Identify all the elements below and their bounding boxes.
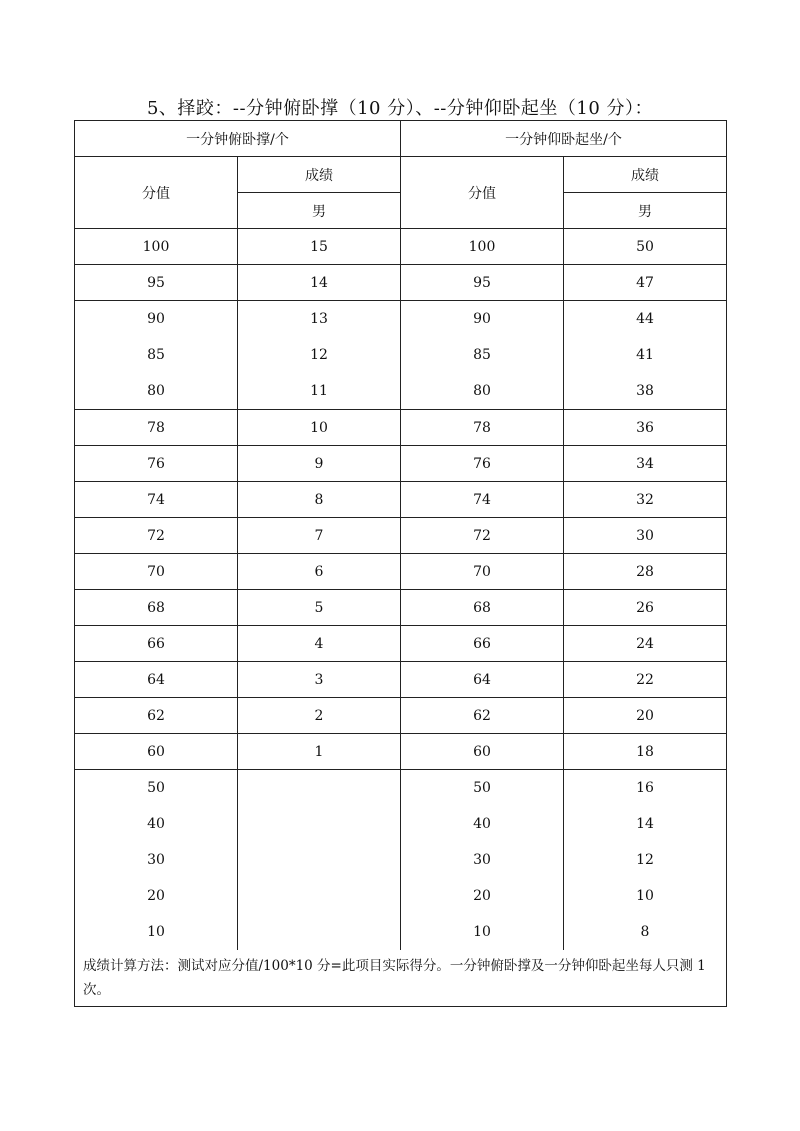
pushup-count: 11	[310, 383, 328, 399]
pushup-score: 90	[147, 311, 165, 327]
pushup-male-header: 男	[238, 193, 401, 229]
pushup-score: 64	[75, 662, 238, 698]
situp-count: 18	[564, 734, 727, 770]
situp-count: 24	[564, 626, 727, 662]
pushup-count: 10	[238, 410, 401, 446]
table-row	[75, 410, 727, 446]
pushup-score: 76	[75, 446, 238, 482]
table-row	[75, 698, 727, 734]
situp-count: 32	[564, 482, 727, 518]
pushup-score: 20	[147, 888, 165, 904]
pushup-score: 70	[75, 554, 238, 590]
pushup-count: 2	[238, 698, 401, 734]
situp-count: 34	[564, 446, 727, 482]
table-row	[75, 590, 727, 626]
situp-score: 95	[401, 265, 564, 301]
pushup-score-group	[75, 770, 238, 951]
table-row	[75, 734, 727, 770]
pushup-score: 100	[75, 229, 238, 265]
pushup-count: 4	[238, 626, 401, 662]
pushup-score: 78	[75, 410, 238, 446]
scoring-note: 成绩计算方法：测试对应分值/100*10 分=此项目实际得分。一分钟俯卧撑及一分钟仰卧起坐每人只测 1 次。	[75, 950, 727, 1007]
pushup-score: 85	[147, 347, 165, 363]
situp-header: 一分钟仰卧起坐/个	[401, 121, 727, 157]
table-row	[75, 229, 727, 265]
table-row	[75, 554, 727, 590]
situp-male-header: 男	[564, 193, 727, 229]
situp-count-group	[564, 770, 727, 951]
situp-count: 14	[636, 816, 654, 832]
table-row	[75, 518, 727, 554]
pushup-score: 10	[147, 924, 165, 940]
situp-score: 80	[473, 383, 491, 399]
pushup-count: 12	[310, 347, 328, 363]
situp-count: 47	[564, 265, 727, 301]
pushup-score: 62	[75, 698, 238, 734]
situp-count-group	[564, 301, 727, 410]
situp-score: 62	[401, 698, 564, 734]
situp-score-group	[401, 770, 564, 951]
situp-count: 12	[636, 852, 654, 868]
pushup-score: 72	[75, 518, 238, 554]
situp-score: 68	[401, 590, 564, 626]
situp-score: 100	[401, 229, 564, 265]
situp-count: 26	[564, 590, 727, 626]
score-table	[74, 120, 727, 1007]
situp-score: 50	[473, 780, 491, 796]
pushup-count: 9	[238, 446, 401, 482]
section-title: 5、择跤：--分钟俯卧撑（10 分）、--分钟仰卧起坐（10 分）：	[146, 98, 654, 119]
pushup-score: 40	[147, 816, 165, 832]
situp-count: 38	[636, 383, 654, 399]
pushup-count: 1	[238, 734, 401, 770]
pushup-count: 8	[238, 482, 401, 518]
situp-score-header: 分值	[401, 157, 564, 229]
pushup-score-header: 分值	[75, 157, 238, 229]
pushup-score: 66	[75, 626, 238, 662]
table-row	[75, 446, 727, 482]
pushup-score: 95	[75, 265, 238, 301]
pushup-count: 15	[238, 229, 401, 265]
situp-count: 28	[564, 554, 727, 590]
table-row-group	[75, 301, 727, 410]
situp-count: 36	[564, 410, 727, 446]
pushup-count: 7	[238, 518, 401, 554]
situp-score: 64	[401, 662, 564, 698]
pushup-score: 60	[75, 734, 238, 770]
table-row	[75, 662, 727, 698]
situp-score: 74	[401, 482, 564, 518]
pushup-count-group	[238, 301, 401, 410]
table-row	[75, 482, 727, 518]
pushup-count: 5	[238, 590, 401, 626]
situp-score: 90	[473, 311, 491, 327]
situp-score: 85	[473, 347, 491, 363]
situp-count: 16	[636, 780, 654, 796]
pushup-score-group	[75, 301, 238, 410]
situp-score: 72	[401, 518, 564, 554]
situp-count: 22	[564, 662, 727, 698]
table-row	[75, 265, 727, 301]
pushup-header: 一分钟俯卧撑/个	[75, 121, 401, 157]
pushup-count: 6	[238, 554, 401, 590]
situp-count: 10	[636, 888, 654, 904]
pushup-score: 74	[75, 482, 238, 518]
situp-count: 50	[564, 229, 727, 265]
situp-score: 60	[401, 734, 564, 770]
situp-score: 30	[473, 852, 491, 868]
pushup-count: 14	[238, 265, 401, 301]
situp-result-header: 成绩	[564, 157, 727, 193]
situp-count: 44	[636, 311, 654, 327]
pushup-count-empty	[238, 770, 401, 951]
situp-count: 20	[564, 698, 727, 734]
situp-count: 30	[564, 518, 727, 554]
pushup-score: 80	[147, 383, 165, 399]
situp-score: 40	[473, 816, 491, 832]
pushup-count: 3	[238, 662, 401, 698]
situp-score: 66	[401, 626, 564, 662]
pushup-score: 68	[75, 590, 238, 626]
table-row	[75, 626, 727, 662]
situp-score: 70	[401, 554, 564, 590]
pushup-score: 30	[147, 852, 165, 868]
situp-score: 10	[473, 924, 491, 940]
situp-score: 78	[401, 410, 564, 446]
table-row-group	[75, 770, 727, 951]
pushup-score: 50	[147, 780, 165, 796]
pushup-count: 13	[310, 311, 328, 327]
situp-score-group	[401, 301, 564, 410]
situp-score: 76	[401, 446, 564, 482]
situp-score: 20	[473, 888, 491, 904]
situp-count: 8	[640, 924, 650, 940]
situp-count: 41	[636, 347, 654, 363]
pushup-result-header: 成绩	[238, 157, 401, 193]
